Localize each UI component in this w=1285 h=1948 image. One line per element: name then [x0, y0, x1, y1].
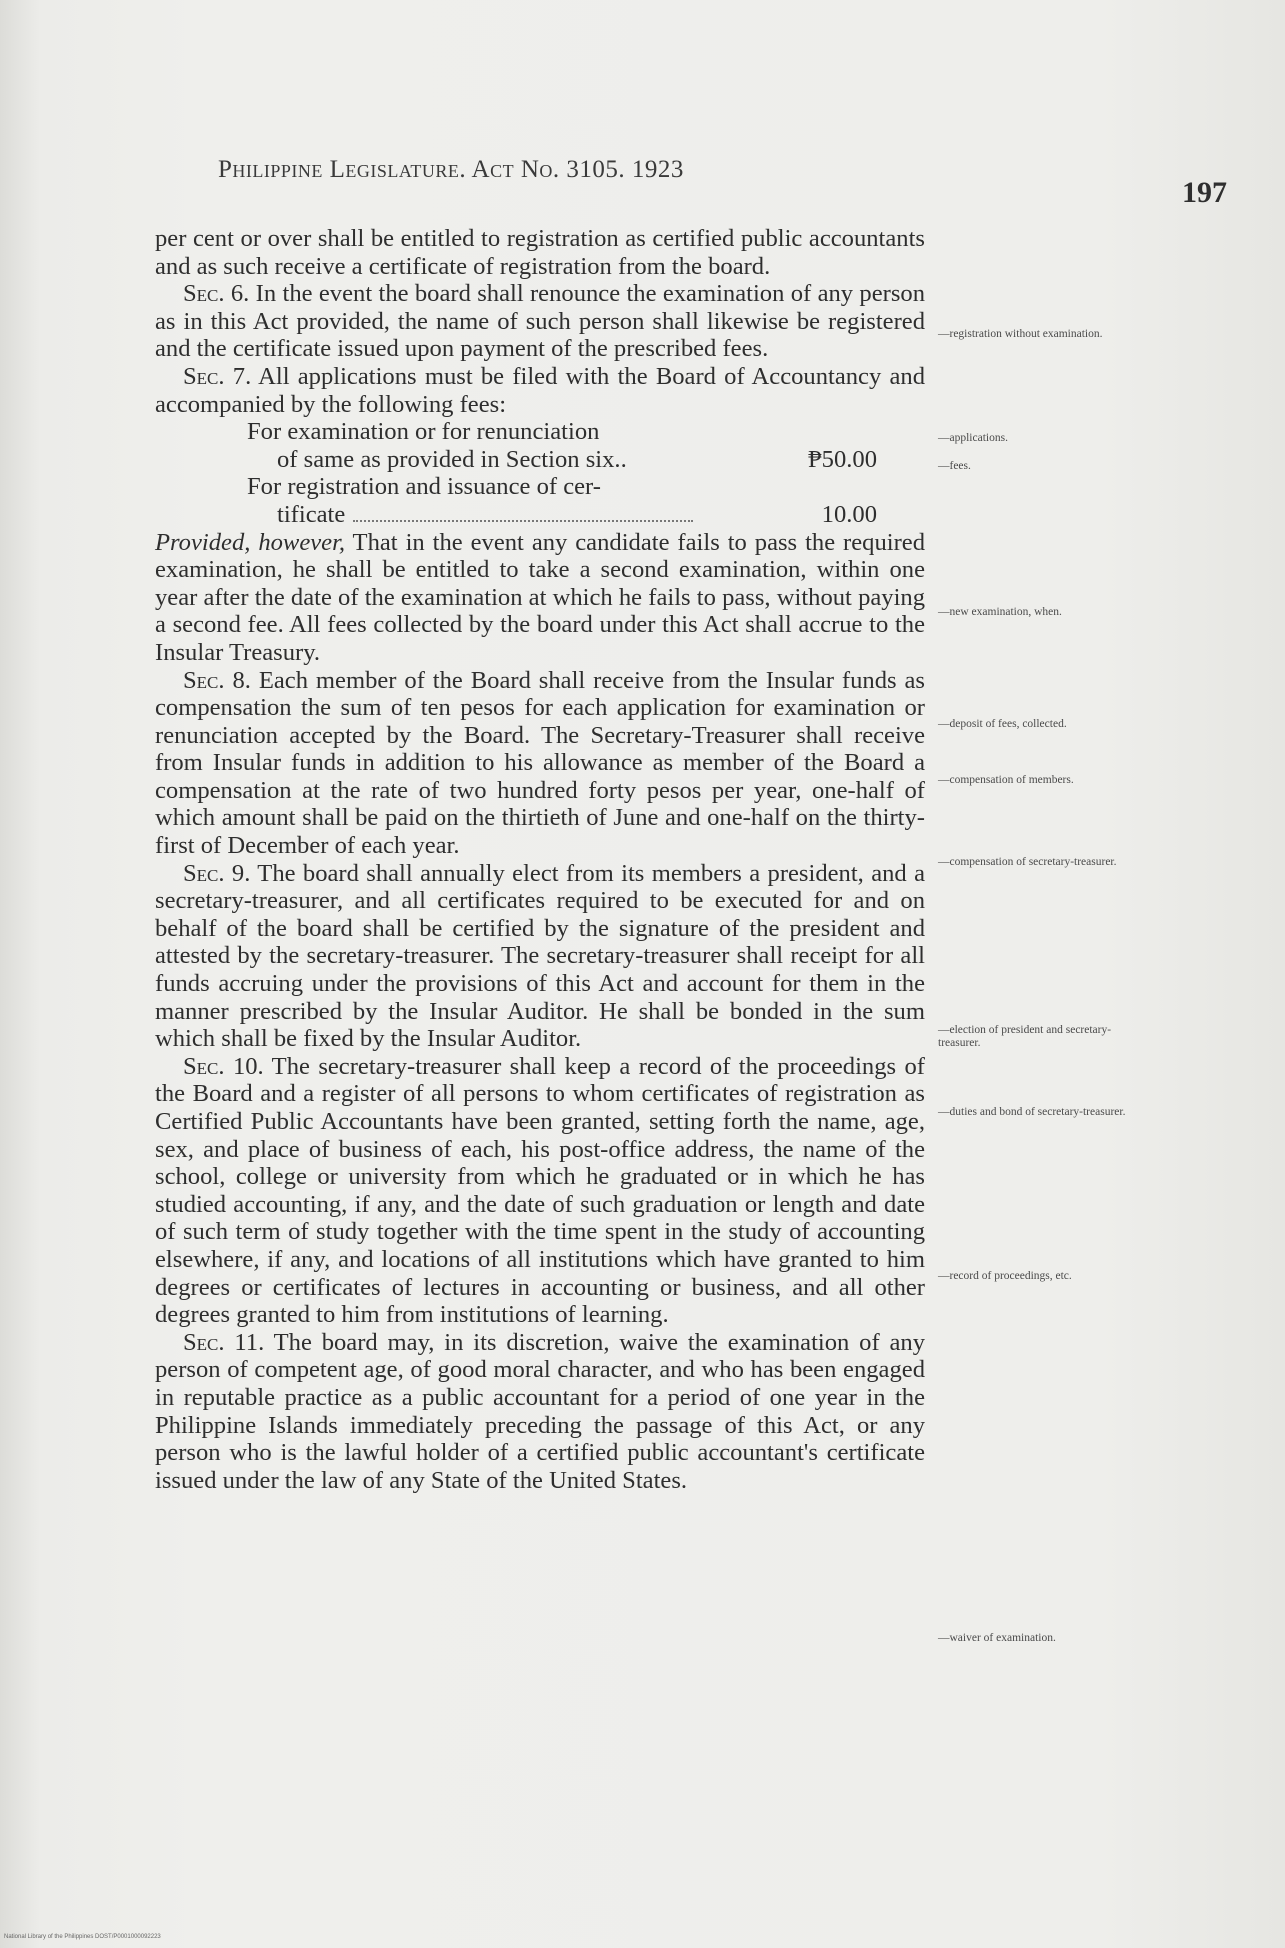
page-number: 197: [1182, 176, 1227, 209]
section-text: Each member of the Board shall receive from the Insular funds as compensation the sum of ten pesos for each application for examination or renunciation accepted by the Board. The Secretary-Treasurer shall receive from Insular funds in addition to his allowance as member of the Board a compensation at the rate of two hundred forty pesos per year, one-half of which amount shall be paid on the thirtieth of June and one-half on the thirty-first of December of each year.: [155, 666, 925, 860]
section-6: [155, 280, 925, 363]
margin-note: —election of president and secretary-treasurer.: [938, 1024, 1112, 1049]
fee-row-examination: [247, 418, 925, 473]
fee-description: For examination or for renunciation: [247, 418, 600, 446]
proviso-text: That in the event any candidate fails to pass the required examination, he shall be entitled to take a second examination, within one year after the date of the examination at which he fails to pass, without paying a second fee. All fees collected by the board under this Act shall accrue to the Insular Treasury.: [155, 528, 925, 666]
fee-description: For registration and issuance of cer-: [247, 473, 601, 501]
margin-note: —waiver of examination.: [938, 1632, 1056, 1644]
margin-note: —compensation of members.: [938, 774, 1074, 786]
fee-description-continued: of same as provided in Section six..: [277, 445, 627, 473]
fee-schedule: [155, 418, 925, 528]
section-8: [155, 667, 925, 860]
section-7: [155, 363, 925, 418]
section-label: Sec. 7.: [183, 362, 252, 390]
paragraph-continuation: per cent or over shall be entitled to registration as certified public accountants and as such receive a certificate of registration from the board.: [155, 225, 925, 280]
section-text: The board shall annually elect from its members a president, and a secretary-treasurer, and all certificates required to be executed for and on behalf of the board shall be certified by the signature of the president and attested by the secretary-treasurer. The secretary-treasurer shall receipt for all funds accruing under the provisions of this Act and account for them in the manner prescribed by the Insular Auditor. He shall be bonded in the sum which shall be fixed by the Insular Auditor.: [155, 859, 925, 1053]
margin-note: —compensation of secretary-treasurer.: [938, 856, 1117, 868]
body-text: [155, 225, 925, 1494]
proviso: [155, 529, 925, 667]
fee-amount: 10.00: [821, 500, 877, 528]
fee-row-registration: [247, 473, 925, 528]
margin-note: —record of proceedings, etc.: [938, 1270, 1072, 1282]
section-label: Sec. 10.: [183, 1052, 264, 1080]
running-head: Philippine Legislature. Act No. 3105. 1923: [218, 156, 684, 183]
section-11: [155, 1329, 925, 1495]
margin-note: —duties and bond of secretary-treasurer.: [938, 1106, 1126, 1118]
section-text: In the event the board shall renounce the examination of any person as in this Act provided, the name of such person shall likewise be registered and the certificate issued upon payment of the prescribed fees.: [155, 280, 925, 363]
margin-note: —deposit of fees, collected.: [938, 718, 1067, 730]
margin-note: —fees.: [938, 460, 971, 472]
margin-note: —applications.: [938, 432, 1008, 444]
section-10: [155, 1053, 925, 1329]
dot-leader: [353, 502, 693, 522]
section-text: All applications must be filed with the Board of Accountancy and accompanied by the following fees:: [155, 362, 925, 418]
fee-amount: ₱50.00: [807, 445, 877, 473]
section-9: [155, 860, 925, 1053]
section-text: The secretary-treasurer shall keep a record of the proceedings of the Board and a register of all persons to whom certificates of registration as Certified Public Accountants have been granted, setting forth the name, age, sex, and place of business of each, his post-office address, the name of the school, college or university from which he graduated or in which he has studied accounting, if any, and the date of such graduation or length and date of such term of study together with the time spent in the study of accounting elsewhere, if any, and locations of all institutions which have granted to him degrees or certificates of lectures in accounting or business, and all other degrees granted to him from institutions of learning.: [155, 1052, 925, 1329]
proviso-lead: Provided, however,: [155, 528, 346, 556]
section-label: Sec. 6.: [183, 280, 250, 308]
fee-description-continued: tificate: [277, 500, 346, 528]
margin-note: —new examination, when.: [938, 606, 1062, 618]
section-text: The board may, in its discretion, waive the examination of any person of competent age, of good moral character, and who has been engaged in reputable practice as a public accountant for a period of one year in the Philippine Islands immediately preceding the passage of this Act, or any person who is the lawful holder of a certified public accountant's certificate issued under the law of any State of the United States.: [155, 1328, 926, 1494]
section-label: Sec. 11.: [183, 1328, 265, 1356]
section-label: Sec. 8.: [183, 666, 251, 694]
margin-note: —registration without examination.: [938, 328, 1103, 340]
section-label: Sec. 9.: [183, 859, 251, 887]
library-stamp: National Library of the Philippines DOST/P0001000092223: [4, 1934, 161, 1940]
